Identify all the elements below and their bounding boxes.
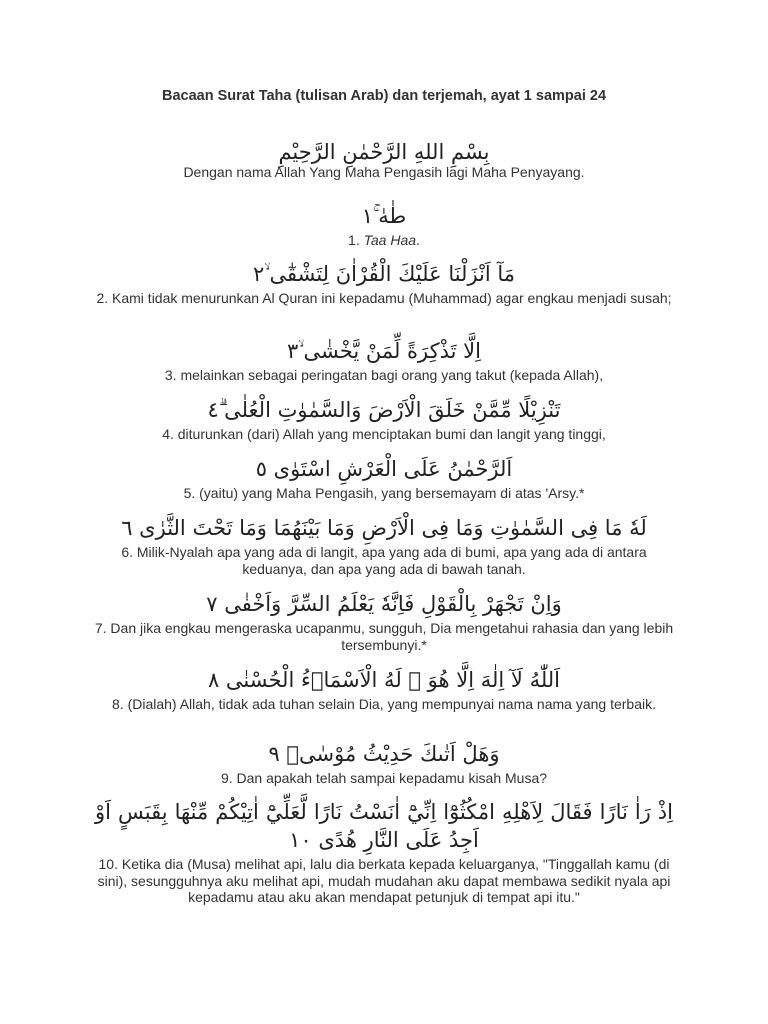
arabic-text: اِلَّا تَذْكِرَةً لِّمَنْ يَّخْشٰى ۙ٣ (287, 339, 481, 363)
arabic-text: تَنْزِيْلًا مِّمَّنْ خَلَقَ الْاَرْضَ وَالسَّمٰوٰتِ الْعُلٰى ۗ٤ (207, 398, 561, 422)
arabic-text: وَاِنْ تَجْهَرْ بِالْقَوْلِ فَاِنَّهٗ يَعْلَمُ السِّرَّ وَاَخْفٰى ٧ (206, 592, 562, 616)
verse-block-6 (90, 514, 678, 577)
verse-block-2 (84, 260, 684, 307)
translation-text: 9. Dan apakah telah sampai kepadamu kisah Musa? (220, 770, 548, 786)
verse-block-3 (84, 337, 684, 384)
verse-block-7 (84, 590, 684, 653)
arabic-text: اِذْ رَاٰ نَارًا فَقَالَ لِاَهْلِهِ امْكُثُوْٓا اِنِّيْٓ اٰنَسْتُ نَارًا لَّعَلِّيْٓ اٰتِيْكُمْ مِّنْهَا بِقَبَسٍ اَوْ اَجِدُ عَلَى النَّارِ هُدًى ١٠ (95, 800, 673, 852)
translation-text: 3. melainkan sebagai peringatan bagi orang yang takut (kepada Allah), (164, 367, 604, 383)
verse-block-8 (84, 666, 684, 713)
arabic-text: مَآ اَنْزَلْنَا عَلَيْكَ الْقُرْاٰنَ لِتَشْقٰٓى ۙ٢ (252, 262, 516, 286)
document-title: Bacaan Surat Taha (tulisan Arab) dan terjemah, ayat 1 sampai 24 (161, 88, 607, 104)
arabic-text: اَلرَّحْمٰنُ عَلَى الْعَرْشِ اسْتَوٰى ٥ (255, 457, 513, 481)
arabic-text: لَهٗ مَا فِى السَّمٰوٰتِ وَمَا فِى الْاَرْضِ وَمَا بَيْنَهُمَا وَمَا تَحْتَ الثَّرٰى ٦ (121, 516, 647, 540)
translation-text: Dengan nama Allah Yang Maha Pengasih lagi Maha Penyayang. (183, 164, 585, 180)
translation-number: 1. (348, 232, 364, 248)
arabic-text: طٰهٰ ۚ١ (361, 204, 407, 228)
verse-block-9 (84, 740, 684, 787)
translation-text: 8. (Dialah) Allah, tidak ada tuhan selain Dia, yang mempunyai nama nama yang terbaik. (112, 696, 656, 712)
translation-text: 5. (yaitu) yang Maha Pengasih, yang bersemayam di atas 'Arsy.* (183, 485, 585, 501)
translation-suffix: . (416, 232, 420, 248)
arabic-text: بِسْمِ اللهِ الرَّحْمٰنِ الرَّحِيْمِ (278, 140, 490, 164)
verse-block-10 (95, 798, 673, 906)
verse-block-5 (84, 455, 684, 502)
translation-text (84, 232, 684, 249)
translation-italic: Taa Haa (363, 232, 417, 248)
verse-block-basmala (84, 138, 684, 181)
translation-text: 2. Kami tidak menurunkan Al Quran ini kepadamu (Muhammad) agar engkau menjadi susah; (96, 290, 672, 306)
translation-text: 4. diturunkan (dari) Allah yang menciptakan bumi dan langit yang tinggi, (162, 426, 606, 442)
arabic-text: وَهَلْ اَتٰىكَ حَدِيْثُ مُوْسٰىۘ ٩ (268, 742, 500, 766)
translation-text: 6. Milik-Nyalah apa yang ada di langit, apa yang ada di bumi, apa yang ada di antara keduanya, dan apa yang ada di bawah tanah. (121, 544, 647, 577)
verse-block-1 (84, 202, 684, 249)
verse-block-4 (84, 396, 684, 443)
translation-text: 10. Ketika dia (Musa) melihat api, lalu dia berkata kepada keluarganya, "Tinggallah kamu (di sini), sesungguhnya aku melihat api, mudah mudahan aku dapat membawa sedikit nyala api kepadamu atau aku akan mendapat petunjuk di tempat api itu." (97, 856, 671, 905)
translation-text: 7. Dan jika engkau mengeraska ucapanmu, sungguh, Dia mengetahui rahasia dan yang lebih tersembunyi.* (94, 620, 674, 653)
arabic-text: اَللّٰهُ لَآ اِلٰهَ اِلَّا هُوَ ۗ لَهُ الْاَسْمَاۤءُ الْحُسْنٰى ٨ (207, 668, 561, 692)
